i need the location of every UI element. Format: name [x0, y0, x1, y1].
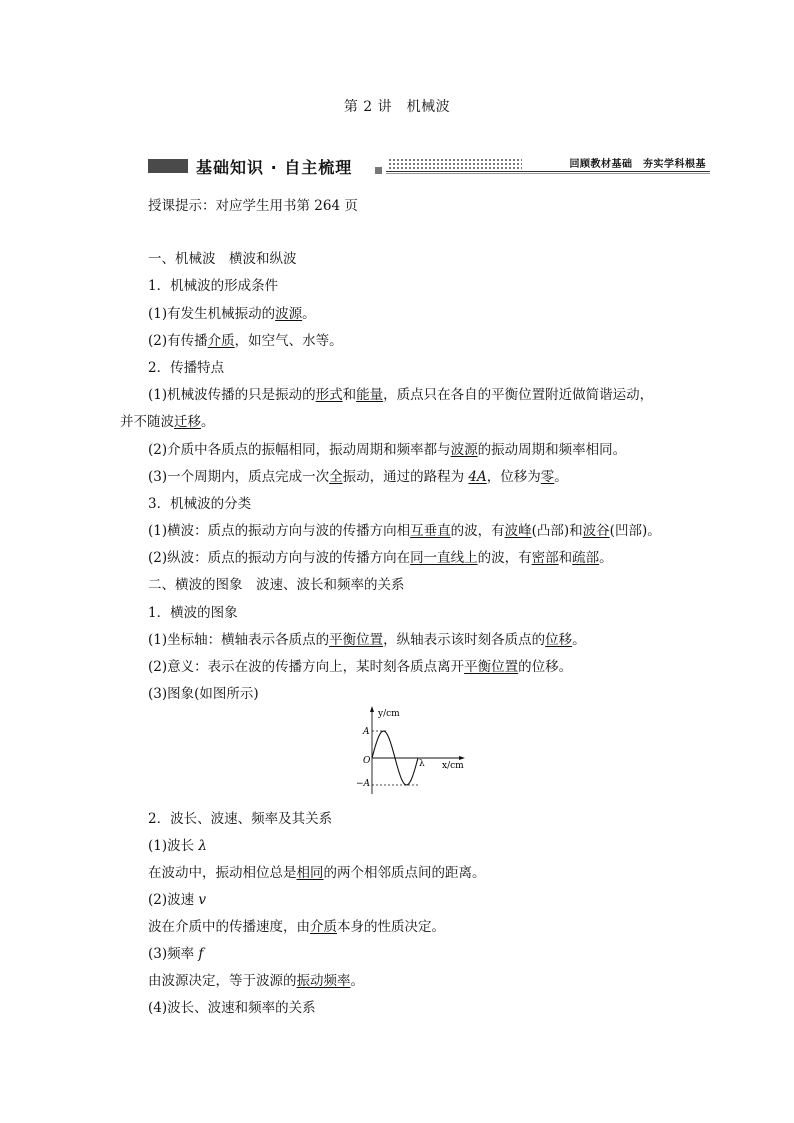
- banner-rule: [386, 171, 710, 172]
- s2-line-9: 由波源决定，等于波源的振动频率。: [148, 973, 364, 989]
- s2-line-6: (2)波速 v: [148, 892, 207, 908]
- transverse-wave-figure: [352, 704, 472, 796]
- x-axis-label: x/cm: [442, 761, 464, 771]
- origin-label: O: [363, 756, 371, 766]
- s2-line-3: (3)图象(如图所示): [148, 686, 259, 702]
- section-2-heading: 二、横波的图象 波速、波长和频率的关系: [148, 577, 405, 593]
- s1-line-4: 并不随波迁移。: [120, 414, 215, 430]
- section-1-heading: 一、机械波 横波和纵波: [148, 251, 297, 267]
- lesson-hint: 授课提示：对应学生用书第 264 页: [148, 198, 358, 214]
- amplitude-label: A: [363, 727, 370, 737]
- y-axis-arrow: [370, 706, 374, 712]
- s1-line-6: (3)一个周期内，质点完成一次全振动，通过的路程为 4A，位移为零。: [148, 469, 568, 485]
- s2-line-10: (4)波长、波速和频率的关系: [148, 1000, 316, 1016]
- s2-subheading-1: 1．横波的图象: [148, 605, 238, 621]
- s1-line-1: (1)有发生机械振动的波源。: [148, 306, 316, 322]
- s2-line-5: 在波动中，振动相位总是相同的两个相邻质点间的距离。: [148, 865, 486, 881]
- s2-line-7: 波在介质中的传播速度，由介质本身的性质决定。: [148, 919, 445, 935]
- s2-line-1: (1)坐标轴：横轴表示各质点的平衡位置，纵轴表示该时刻各质点的位移。: [148, 632, 586, 648]
- s1-subheading-3: 3．机械波的分类: [148, 496, 252, 512]
- s1-line-2: (2)有传播介质，如空气、水等。: [148, 333, 343, 349]
- s2-subheading-2: 2．波长、波速、频率及其关系: [148, 811, 333, 827]
- s2-line-8: (3)频率 f: [148, 946, 204, 962]
- banner-block: [148, 159, 188, 173]
- banner-rule-thin: [386, 173, 710, 174]
- s1-subheading-2: 2．传播特点: [148, 360, 225, 376]
- page-title: 第 2 讲 机械波: [343, 99, 451, 115]
- banner-tagline: 回顾教材基础 夯实学科根基: [569, 159, 706, 170]
- s2-line-2: (2)意义：表示在波的传播方向上，某时刻各质点离开平衡位置的位移。: [148, 659, 573, 675]
- banner-square: [375, 167, 382, 174]
- s1-line-3: (1)机械波传播的只是振动的形式和能量，质点只在各自的平衡位置附近做简谐运动，: [148, 387, 654, 403]
- negative-amplitude-label: −A: [356, 779, 371, 789]
- s1-line-8: (2)纵波：质点的振动方向与波的传播方向在同一直线上的波，有密部和疏部。: [148, 550, 613, 566]
- banner-dot-pattern: [388, 158, 522, 170]
- y-axis-label: y/cm: [378, 709, 400, 719]
- s2-line-4: (1)波长 λ: [148, 838, 207, 854]
- s1-subheading-1: 1．机械波的形成条件: [148, 278, 279, 294]
- s1-line-7: (1)横波：质点的振动方向与波的传播方向相互垂直的波，有波峰(凸部)和波谷(凹部)。: [148, 523, 661, 539]
- x-axis-arrow: [459, 756, 465, 760]
- wavelength-label: λ: [419, 759, 425, 769]
- s1-line-5: (2)介质中各质点的振幅相同，振动周期和频率都与波源的振动周期和频率相同。: [148, 442, 627, 458]
- banner-heading: 基础知识 · 自主梳理: [196, 158, 353, 177]
- section-banner: [148, 154, 710, 180]
